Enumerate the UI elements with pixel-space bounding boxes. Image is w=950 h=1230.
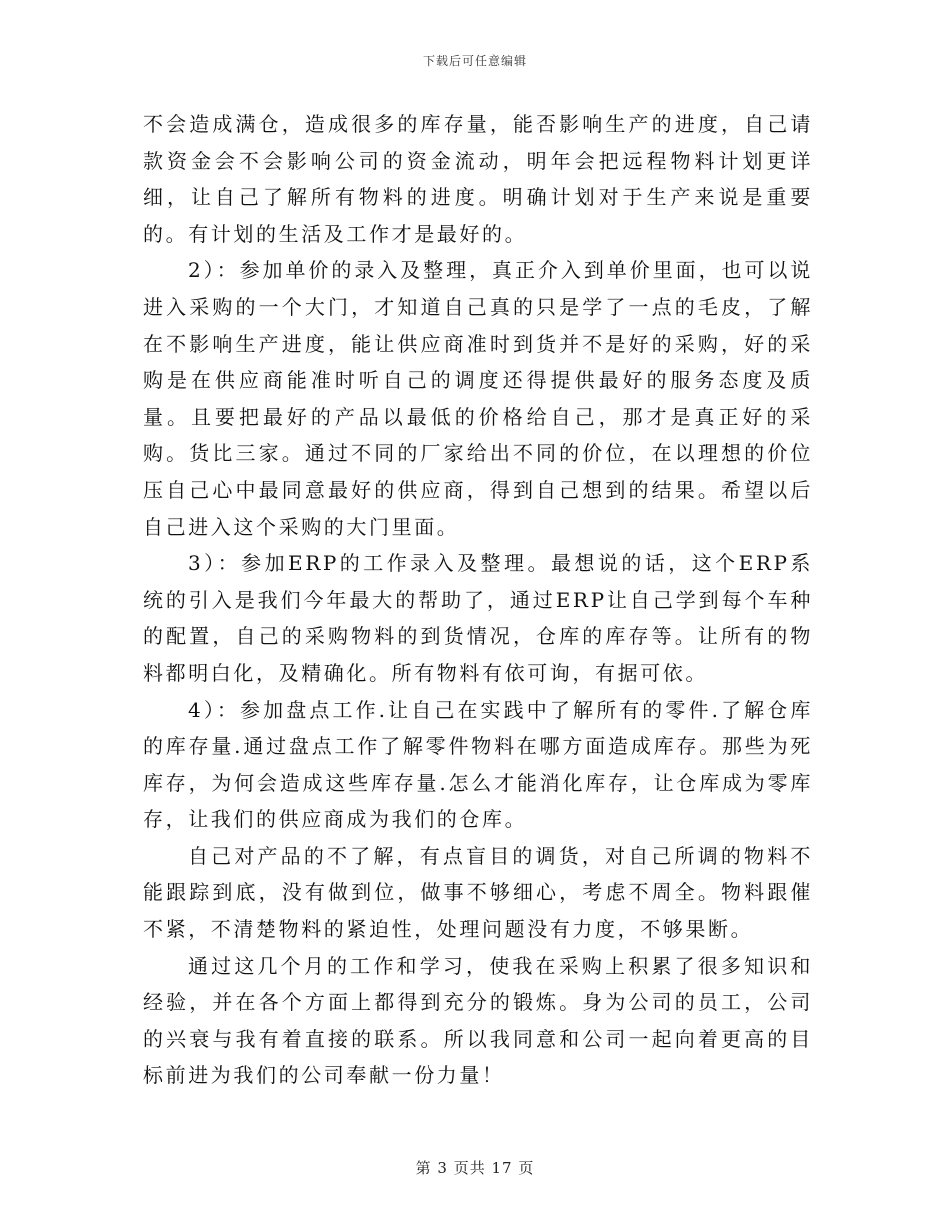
- paragraph-continuation: 不会造成满仓，造成很多的库存量，能否影响生产的进度，自己请款资金会不会影响公司的资金流动，明年会把远程物料计划更详细，让自己了解所有物料的进度。明确计划对于生产来说是重要的。有计划的生活及工作才是最好的。: [143, 112, 813, 246]
- paragraph-shortcomings: 自己对产品的不了解，有点盲目的调货，对自己所调的物料不能跟踪到底，没有做到位，做事不够细心，考虑不周全。物料跟催不紧，不清楚物料的紧迫性，处理问题没有力度，不够果断。: [143, 843, 813, 942]
- paragraph-unit-price: 2）：参加单价的录入及整理，真正介入到单价里面，也可以说进入采购的一个大门，才知道自己真的只是学了一点的毛皮，了解在不影响生产进度，能让供应商准时到货并不是好的采购，好的采购是在供应商能准时听自己的调度还得提供最好的服务态度及质量。且要把最好的产品以最低的价格给自己，那才是真正好的采购。货比三家。通过不同的厂家给出不同的价位，在以理想的价位压自己心中最同意最好的供应商，得到自己想到的结果。希望以后自己进入这个采购的大门里面。: [143, 258, 813, 539]
- page-header: 下载后可任意编辑: [422, 54, 527, 68]
- paragraph-conclusion: 通过这几个月的工作和学习，使我在采购上积累了很多知识和经验，并在各个方面上都得到充分的锻炼。身为公司的员工，公司的兴衰与我有着直接的联系。所以我同意和公司一起向着更高的目标前进为我们的公司奉献一份力量！: [143, 953, 813, 1088]
- document-body: [143, 106, 813, 1094]
- paragraph-erp: 3）：参加ERP的工作录入及整理。最想说的话，这个ERP系统的引入是我们今年最大的帮助了，通过ERP让自己学到每个车种的配置，自己的采购物料的到货情况，仓库的库存等。让所有的物料都明白化，及精确化。所有物料有依可询，有据可依。: [143, 551, 813, 685]
- paragraph-inventory-check: 4）：参加盘点工作.让自己在实践中了解所有的零件.了解仓库的库存量.通过盘点工作了解零件物料在哪方面造成库存。那些为死库存，为何会造成这些库存量.怎么才能消化库存，让仓库成为零库存，让我们的供应商成为我们的仓库。: [143, 697, 813, 832]
- page-number: 第 3 页共 17 页: [415, 1159, 535, 1177]
